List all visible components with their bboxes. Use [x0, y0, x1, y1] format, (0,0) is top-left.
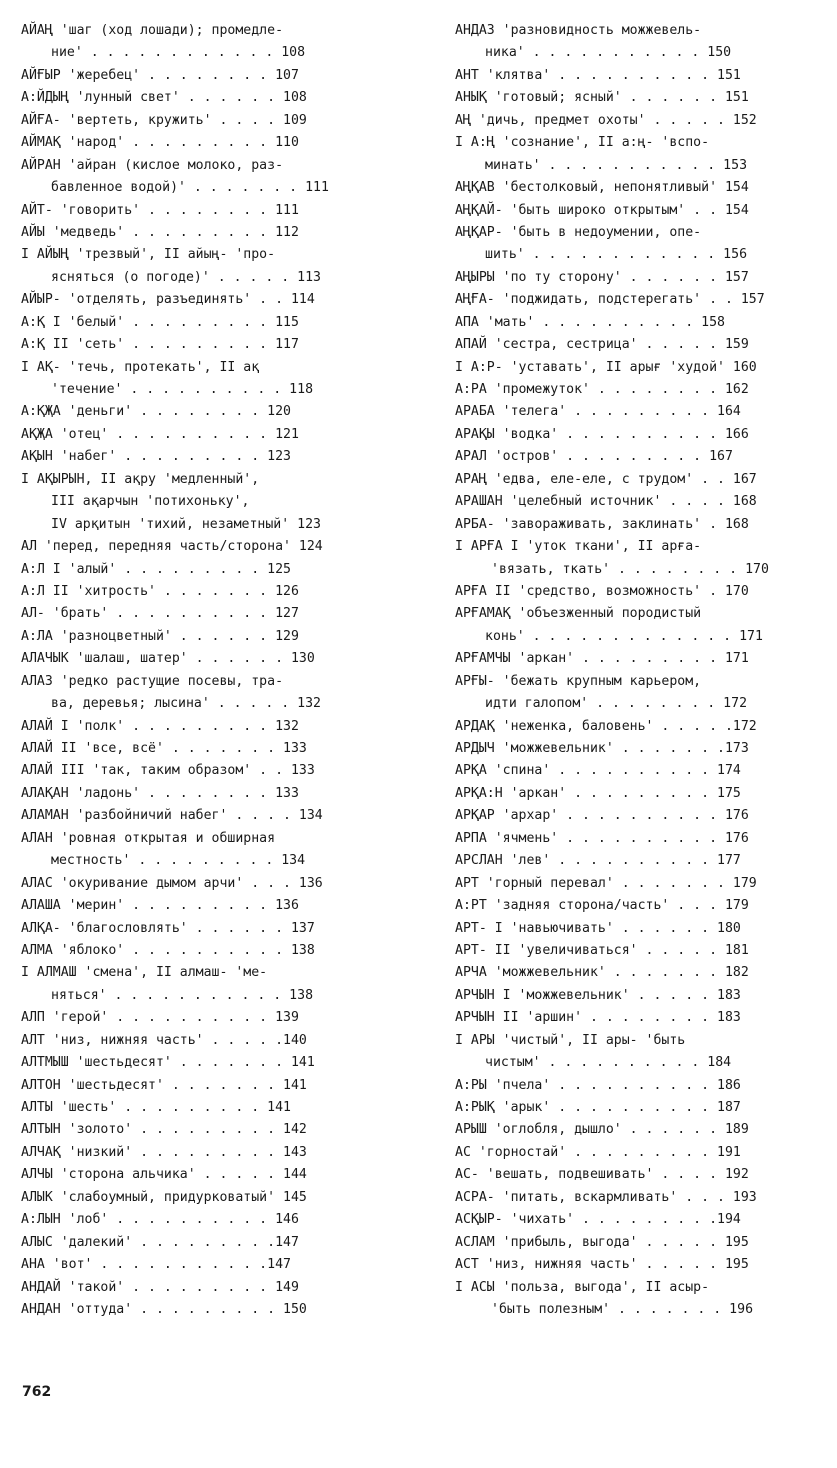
index-entry-line: I А:Р- 'уставать', II арығ 'худой' 160: [455, 359, 757, 375]
index-entry-line: АНДАЗ 'разновидность можжевель-: [455, 23, 702, 38]
index-entry-line: АРАҚЫ 'водка' . . . . . . . . . . 166: [455, 426, 749, 442]
index-entry-line: АЛЧЫ 'сторона альчика' . . . . . 144: [21, 1167, 307, 1183]
index-entry-line: ва, деревья; лысина' . . . . . 132: [51, 696, 321, 712]
index-entry-line: АРЫШ 'оглобля, дышло' . . . . . . 189: [455, 1122, 749, 1138]
index-entry-line: АПА 'мать' . . . . . . . . . . 158: [455, 314, 725, 330]
index-entry-line: АЛАЗ 'редко растущие посевы, тра-: [21, 673, 284, 689]
index-entry-line: АРҒЫ- 'бежать крупным карьером,: [455, 673, 702, 689]
index-entry-line: АРТ 'горный перевал' . . . . . . . 179: [455, 875, 757, 891]
index-column-left: [21, 20, 393, 1321]
index-entry-line: I АҚЫРЫН, II ақру 'медленный',: [21, 471, 260, 487]
index-entry-line: I АСЫ 'польза, выгода', II асыр-: [455, 1279, 710, 1295]
index-entry-line: АРТ- II 'увеличиваться' . . . . . 181: [455, 942, 749, 958]
index-entry-line: А:Л I 'алый' . . . . . . . . . 125: [21, 561, 291, 577]
index-entry-line: АНЫҚ 'готовый; ясный' . . . . . . 151: [455, 90, 749, 106]
index-entry-line: А:РТ 'задняя сторона/часть' . . . 179: [455, 898, 749, 914]
index-entry-line: АЛМА 'яблоко' . . . . . . . . . . 138: [21, 942, 315, 958]
index-entry-line: АҢҚАВ 'бестолковый, непонятливый' 154: [455, 180, 749, 196]
index-entry-line: А:ҚҖА 'деньги' . . . . . . . . 120: [21, 404, 291, 420]
index-entry-line: АРПА 'ячмень' . . . . . . . . . . 176: [455, 830, 749, 846]
index-entry-line: АЛЫК 'слабоумный, придурковатый' 145: [21, 1189, 307, 1205]
index-entry-line: IV арқитын 'тихий, незаметный' 123: [51, 516, 321, 532]
index-entry-line: I АҚ- 'течь, протекать', II ақ: [21, 359, 260, 375]
index-entry-line: АРҚА 'спина' . . . . . . . . . . 174: [455, 763, 741, 779]
index-entry-line: АРДЫЧ 'можжевельник' . . . . . . .173: [455, 741, 749, 756]
index-entry-line: АРБА- 'завораживать, заклинать' . 168: [455, 516, 749, 532]
index-entry-line: ясняться (о погоде)' . . . . . 113: [51, 269, 321, 285]
index-entry-line: 'вязать, ткать' . . . . . . . . 170: [491, 561, 769, 577]
index-entry-line: АЙҒА- 'вертеть, кружить' . . . . 109: [21, 112, 307, 128]
index-entry-line: АЛАН 'ровная открытая и обширная: [21, 830, 276, 846]
index-entry-line: АЛАЙ III 'так, таким образом' . . 133: [21, 763, 315, 779]
index-entry-line: I А:Ң 'сознание', II а:ң- 'вспо-: [455, 135, 710, 151]
index-entry-line: АЛТОН 'шестьдесят' . . . . . . . 141: [21, 1077, 307, 1093]
index-entry-line: АЛАША 'мерин' . . . . . . . . . 136: [21, 898, 299, 914]
index-entry-line: А:Қ II 'сеть' . . . . . . . . . 117: [21, 337, 299, 353]
index-entry-line: ника' . . . . . . . . . . . 150: [485, 45, 732, 61]
index-entry-line: АНДАН 'оттуда' . . . . . . . . . 150: [21, 1301, 307, 1317]
index-entry-line: АПАЙ 'сестра, сестрица' . . . . . 159: [455, 337, 749, 353]
index-entry-line: А:РЫҚ 'арык' . . . . . . . . . . 187: [455, 1100, 741, 1115]
index-entry-line: АЛТЫ 'шесть' . . . . . . . . . 141: [21, 1100, 291, 1115]
index-entry-line: АСТ 'низ, нижняя часть' . . . . . 195: [455, 1257, 749, 1273]
index-entry-line: ние' . . . . . . . . . . . . 108: [51, 45, 306, 61]
index-entry-line: А:Л II 'хитрость' . . . . . . . 126: [21, 583, 299, 599]
index-entry-line: АСРА- 'питать, вскармливать' . . . 193: [455, 1189, 757, 1205]
index-entry-line: чистым' . . . . . . . . . . 184: [485, 1055, 732, 1071]
index-entry-line: АЛАС 'окуривание дымом арчи' . . . 136: [21, 875, 323, 891]
index-entry-line: А:ЛЫН 'лоб' . . . . . . . . . . 146: [21, 1212, 299, 1228]
index-entry-line: АРАЛ 'остров' . . . . . . . . . 167: [455, 449, 733, 465]
index-entry-line: АРТ- I 'навьючивать' . . . . . . 180: [455, 920, 741, 936]
index-entry-line: III ақарчын 'потихоньку',: [51, 494, 250, 510]
index-entry-line: АРҚАР 'архар' . . . . . . . . . . 176: [455, 808, 749, 824]
index-entry-line: минать' . . . . . . . . . . . 153: [485, 157, 748, 173]
index-entry-line: АРСЛАН 'лев' . . . . . . . . . . 177: [455, 853, 741, 869]
index-entry-line: АЛҚА- 'благословлять' . . . . . . 137: [21, 920, 315, 936]
index-entry-line: АЛАМАН 'разбойничий набег' . . . . 134: [21, 808, 323, 824]
index-entry-line: I АЛМАШ 'смена', II алмаш- 'ме-: [21, 965, 268, 981]
index-entry-line: АЛЫС 'далекий' . . . . . . . . .147: [21, 1234, 299, 1250]
index-entry-line: АРҒАМАҚ 'объезженный породистый: [455, 606, 702, 622]
index-entry-line: АЙТ- 'говорить' . . . . . . . . 111: [21, 202, 299, 218]
index-entry-line: АНА 'вот' . . . . . . . . . . .147: [21, 1257, 291, 1273]
index-entry-line: АЛ 'перед, передняя часть/сторона' 124: [21, 539, 323, 555]
index-entry-line: АРАШАН 'целебный источник' . . . . 168: [455, 494, 757, 510]
index-entry-line: АС 'горностай' . . . . . . . . . 191: [455, 1144, 741, 1160]
index-entry-line: АЙҒЫР 'жеребец' . . . . . . . . 107: [21, 67, 299, 83]
index-entry-line: АЛЧАҚ 'низкий' . . . . . . . . . 143: [21, 1144, 307, 1160]
index-entry-line: А:ЙДЫҢ 'лунный свет' . . . . . . 108: [21, 90, 307, 106]
index-entry-line: I АРЫ 'чистый', II ары- 'быть: [455, 1032, 686, 1048]
index-entry-line: АҚЫН 'набег' . . . . . . . . . 123: [21, 449, 291, 465]
index-entry-line: АҢҚАЙ- 'быть широко открытым' . . 154: [455, 202, 749, 218]
index-entry-line: АРҒА II 'средство, возможность' . 170: [455, 583, 749, 599]
index-entry-line: АҚҖА 'отец' . . . . . . . . . . 121: [21, 426, 299, 442]
index-entry-line: АЙАҢ 'шаг (ход лошади); промедле-: [21, 23, 284, 38]
index-entry-line: шить' . . . . . . . . . . . . 156: [485, 247, 748, 263]
index-entry-line: АЛТ 'низ, нижняя часть' . . . . .140: [21, 1032, 307, 1048]
index-entry-line: АЛАЧЫК 'шалаш, шатер' . . . . . . 130: [21, 651, 315, 667]
index-entry-line: бавленное водой)' . . . . . . . 111: [51, 180, 329, 196]
index-entry-line: 'быть полезным' . . . . . . . 196: [491, 1301, 754, 1317]
index-entry-line: АРЧА 'можжевельник' . . . . . . . 182: [455, 965, 749, 981]
index-entry-line: АСҚЫР- 'чихать' . . . . . . . . .194: [455, 1212, 741, 1228]
index-entry-line: АРАҢ 'едва, еле-еле, с трудом' . . 167: [455, 471, 757, 487]
index-entry-line: АҢҚАР- 'быть в недоумении, опе-: [455, 224, 702, 240]
index-entry-line: I АРҒА I 'уток ткани', II арға-: [455, 539, 702, 555]
index-entry-line: местность' . . . . . . . . . 134: [51, 853, 306, 869]
index-entry-line: АЛ- 'брать' . . . . . . . . . . 127: [21, 606, 299, 622]
index-entry-line: АРҒАМЧЫ 'аркан' . . . . . . . . . 171: [455, 651, 749, 667]
index-entry-line: идти галопом' . . . . . . . . 172: [485, 696, 748, 712]
index-entry-line: АРЧЫН I 'можжевельник' . . . . . 183: [455, 987, 741, 1003]
index-entry-line: АЙРАН 'айран (кислое молоко, раз-: [21, 157, 284, 173]
index-entry-line: АНДАЙ 'такой' . . . . . . . . . 149: [21, 1279, 299, 1295]
index-entry-line: АҢ 'дичь, предмет охоты' . . . . . 152: [455, 112, 757, 128]
index-entry-line: АРҚА:Н 'аркан' . . . . . . . . . 175: [455, 785, 741, 801]
index-entry-line: конь' . . . . . . . . . . . . . 171: [485, 628, 763, 644]
index-entry-line: А:РЫ 'пчела' . . . . . . . . . . 186: [455, 1077, 741, 1093]
index-entry-line: АС- 'вешать, подвешивать' . . . . 192: [455, 1167, 749, 1183]
page-number: 762: [22, 1384, 52, 1400]
index-entry-line: А:ЛА 'разноцветный' . . . . . . 129: [21, 628, 299, 644]
index-entry-line: А:Қ I 'белый' . . . . . . . . . 115: [21, 314, 299, 330]
index-entry-line: 'течение' . . . . . . . . . . 118: [51, 382, 314, 397]
index-entry-line: АЙМАҚ 'народ' . . . . . . . . . 110: [21, 135, 299, 151]
index-entry-line: АЛТЫН 'золото' . . . . . . . . . 142: [21, 1122, 307, 1138]
index-entry-line: АЙЫР- 'отделять, разъединять' . . 114: [21, 292, 315, 308]
index-entry-line: АНТ 'клятва' . . . . . . . . . . 151: [455, 67, 741, 83]
index-entry-line: АЛАЙ II 'все, всё' . . . . . . . 133: [21, 741, 307, 756]
index-entry-line: АҢҒА- 'поджидать, подстерегать' . . 157: [455, 292, 765, 308]
index-entry-line: АЛП 'герой' . . . . . . . . . . 139: [21, 1010, 299, 1026]
index-column-right: [455, 20, 807, 1321]
index-entry-line: АРЧЫН II 'аршин' . . . . . . . . 183: [455, 1010, 741, 1026]
index-entry-line: АРАБА 'телега' . . . . . . . . . 164: [455, 404, 741, 420]
index-entry-line: АРДАҚ 'неженка, баловень' . . . . .172: [455, 718, 757, 734]
index-entry-line: АЛАЙ I 'полк' . . . . . . . . . 132: [21, 718, 299, 734]
index-entry-line: АЙЫ 'медведь' . . . . . . . . . 112: [21, 224, 299, 240]
index-entry-line: няться' . . . . . . . . . . . 138: [51, 987, 314, 1003]
index-entry-line: А:РА 'промежуток' . . . . . . . . 162: [455, 382, 749, 397]
index-entry-line: АЛТМЫШ 'шестьдесят' . . . . . . . 141: [21, 1055, 315, 1071]
index-entry-line: I АЙЫҢ 'трезвый', II айың- 'про-: [21, 247, 276, 263]
index-entry-line: АЛАҚАН 'ладонь' . . . . . . . . 133: [21, 785, 299, 801]
index-entry-line: АҢЫРЫ 'по ту сторону' . . . . . . 157: [455, 269, 749, 285]
index-entry-line: АСЛАМ 'прибыль, выгода' . . . . . 195: [455, 1234, 749, 1250]
